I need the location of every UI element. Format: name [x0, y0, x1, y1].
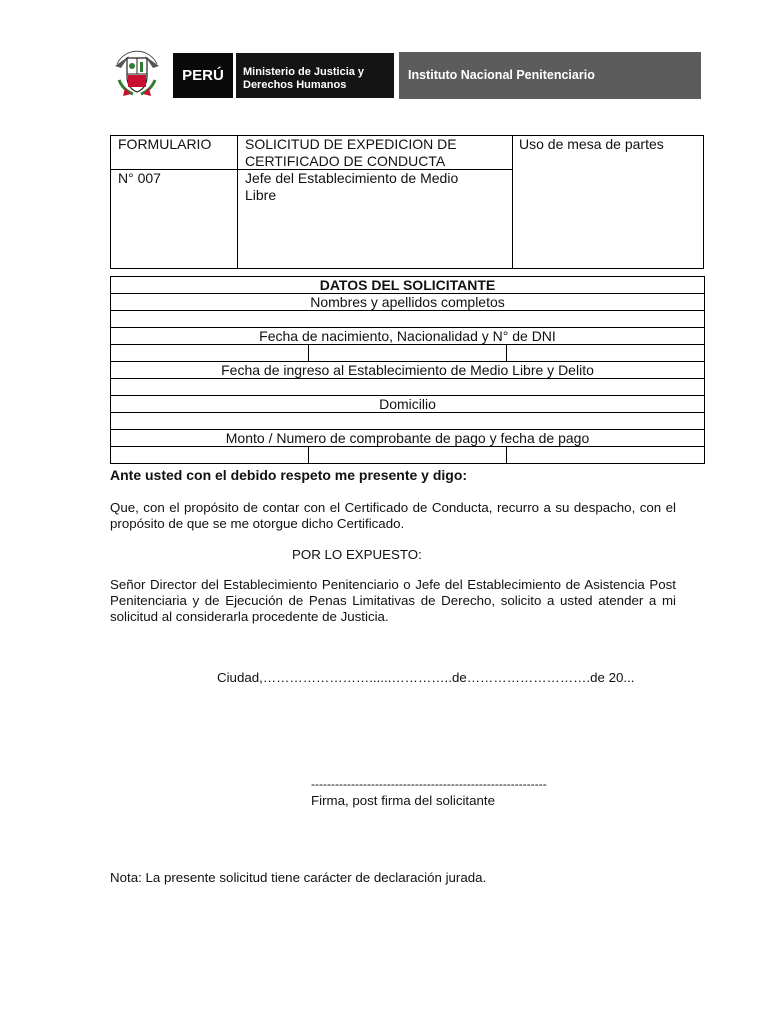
monto-field[interactable]	[111, 447, 309, 464]
coat-of-arms-logo	[107, 42, 167, 102]
addressee-line-1: Jefe del Establecimiento de Medio	[245, 170, 459, 186]
nota-text: Nota: La presente solicitud tiene carácter de declaración jurada.	[110, 870, 487, 885]
ingreso-label: Fecha de ingreso al Establecimiento de Medio Libre y Delito	[111, 362, 705, 379]
intro-statement: Ante usted con el debido respeto me presente y digo:	[110, 467, 468, 483]
institute-label: Instituto Nacional Penitenciario	[399, 52, 701, 99]
nombres-field[interactable]	[111, 311, 705, 328]
nacionalidad-field[interactable]	[309, 345, 507, 362]
paragraph-request: Señor Director del Establecimiento Penitenciario o Jefe del Establecimiento de Asistencia Post Penitenciaria y de Ejecución de Penas Limitativas de Derecho, solicito a usted atender a mi solicitud al considerarla procedente de Justicia.	[110, 577, 676, 624]
form-title-line-1: SOLICITUD DE EXPEDICION DE	[245, 136, 457, 152]
ministry-line-1: Ministerio de Justicia y	[243, 66, 365, 78]
dni-field[interactable]	[507, 345, 705, 362]
form-title-line-2: CERTIFICADO DE CONDUCTA	[245, 153, 446, 169]
por-lo-expuesto: POR LO EXPUESTO:	[292, 547, 422, 562]
signature-label: Firma, post firma del solicitante	[311, 793, 496, 808]
fecha-pago-field[interactable]	[507, 447, 705, 464]
applicant-data-table	[110, 276, 705, 464]
nacimiento-label: Fecha de nacimiento, Nacionalidad y N° de DNI	[111, 328, 705, 345]
form-number: N° 007	[118, 170, 161, 186]
monto-label: Monto / Numero de comprobante de pago y fecha de pago	[111, 430, 705, 447]
formulario-label: FORMULARIO	[118, 136, 212, 152]
addressee-line-2: Libre	[245, 187, 277, 203]
ingreso-field[interactable]	[111, 379, 705, 396]
domicilio-label: Domicilio	[111, 396, 705, 413]
mesa-partes-label: Uso de mesa de partes	[519, 136, 664, 152]
paragraph-purpose: Que, con el propósito de contar con el Certificado de Conducta, recurro a su despacho, con el propósito de que se me otorgue dicho Certificado.	[110, 500, 676, 531]
form-header-table	[110, 135, 704, 269]
signature-line: -----------------------------------------------------------	[311, 777, 547, 791]
ministry-line-2: Derechos Humanos	[243, 79, 347, 91]
nombres-label: Nombres y apellidos completos	[111, 294, 705, 311]
applicant-data-title: DATOS DEL SOLICITANTE	[111, 277, 705, 294]
peru-label: PERÚ	[173, 53, 233, 98]
domicilio-field[interactable]	[111, 413, 705, 430]
ministry-label	[236, 53, 394, 98]
ciudad-date-line: Ciudad,……………………......…………..de……………………….de 20...	[217, 670, 635, 685]
comprobante-field[interactable]	[309, 447, 507, 464]
fecha-nacimiento-field[interactable]	[111, 345, 309, 362]
